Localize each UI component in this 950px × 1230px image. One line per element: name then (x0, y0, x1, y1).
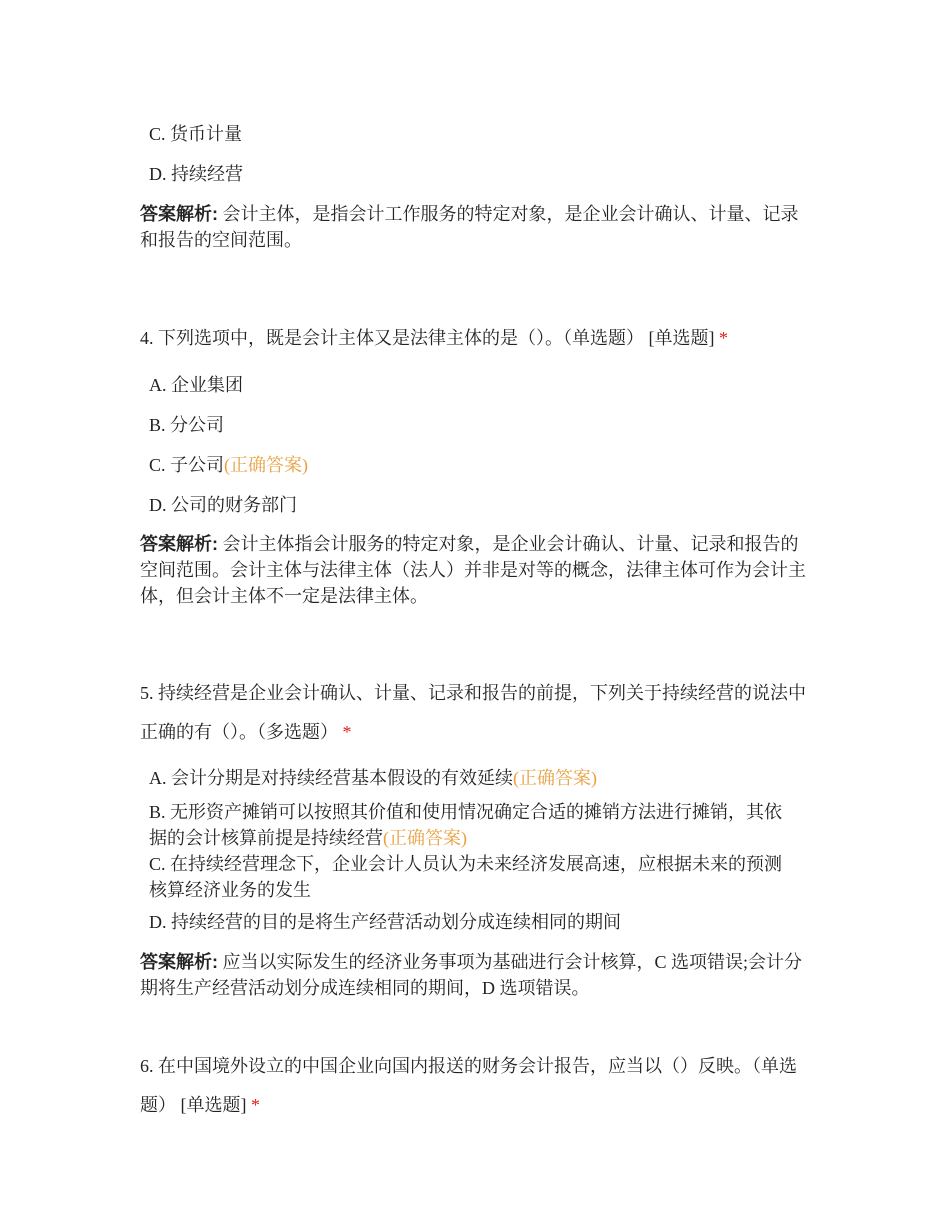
q4-option-d: D. 公司的财务部门 (149, 495, 297, 515)
correct-answer-tag: (正确答案) (383, 828, 467, 848)
analysis-label: 答案解析: (140, 534, 218, 554)
analysis-label: 答案解析: (140, 952, 218, 972)
required-mark: * (719, 328, 728, 348)
q5-option-a: A. 会计分期是对持续经营基本假设的有效延续(正确答案) (149, 768, 597, 788)
q5-answer-analysis (140, 949, 812, 1001)
analysis-text: 应当以实际发生的经济业务事项为基础进行会计核算，C 选项错误;会计分期将生产经营活动划分成连续相同的期间，D 选项错误。 (140, 952, 803, 998)
q4-option-c: C. 子公司(正确答案) (149, 455, 309, 475)
q5-title: 5. 持续经营是企业会计确认、计量、记录和报告的前提，下列关于持续经营的说法中正确的有（）。（多选题） * (140, 683, 806, 742)
analysis-text: 会计主体，是指会计工作服务的特定对象，是企业会计确认、计量、记录和报告的空间范围。 (140, 204, 799, 250)
correct-answer-tag: (正确答案) (224, 455, 309, 475)
analysis-label: 答案解析: (140, 204, 218, 224)
q3-option-d: D. 持续经营 (149, 164, 243, 184)
q5-option-d: D. 持续经营的目的是将生产经营活动划分成连续相同的期间 (149, 912, 621, 932)
q4-answer-analysis (140, 531, 812, 609)
q4-option-a: A. 企业集团 (149, 375, 243, 395)
required-mark: * (342, 722, 352, 742)
required-mark: * (251, 1095, 260, 1115)
q3-option-c: C. 货币计量 (149, 124, 243, 144)
q6-title: 6. 在中国境外设立的中国企业向国内报送的财务会计报告，应当以（）反映。（单选题） [单选题] * (140, 1056, 797, 1115)
correct-answer-tag: (正确答案) (513, 768, 597, 788)
analysis-text: 会计主体指会计服务的特定对象，是企业会计确认、计量、记录和报告的空间范围。会计主体与法律主体（法人）并非是对等的概念，法律主体可作为会计主体，但会计主体不一定是法律主体。 (140, 534, 806, 606)
q5-option-b: B. 无形资产摊销可以按照其价值和使用情况确定合适的摊销方法进行摊销，其依据的会计核算前提是持续经营(正确答案) (149, 802, 783, 848)
q5-option-c: C. 在持续经营理念下，企业会计人员认为未来经济发展高速，应根据未来的预测核算经济业务的发生 (149, 854, 783, 900)
q4-title: 4. 下列选项中，既是会计主体又是法律主体的是（）。（单选题） [单选题] * (140, 328, 728, 348)
q3-answer-analysis (140, 201, 812, 253)
q4-option-b: B. 分公司 (149, 415, 225, 435)
